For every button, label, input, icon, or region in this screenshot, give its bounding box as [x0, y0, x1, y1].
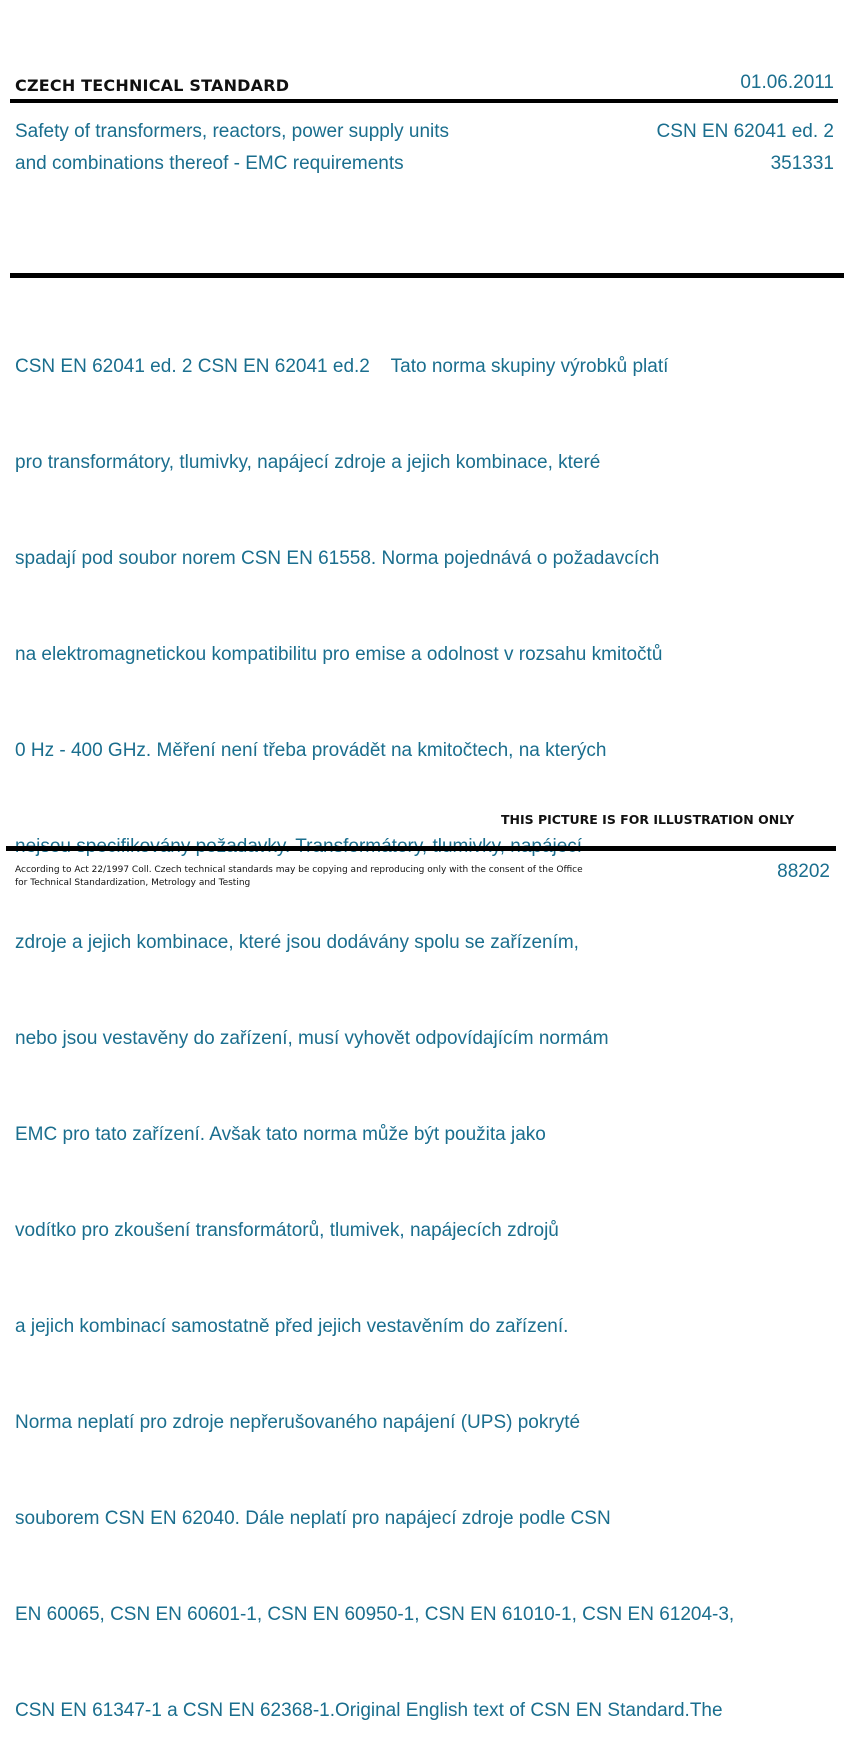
illustration-disclaimer: THIS PICTURE IS FOR ILLUSTRATION ONLY: [501, 812, 795, 827]
copyright-line: According to Act 22/1997 Coll. Czech technical standards may be copying and reproducing only with the consent of the Office: [15, 865, 583, 875]
copyright-notice: [15, 864, 595, 890]
abstract-line: CSN EN 62041 ed. 2 CSN EN 62041 ed.2 Tato norma skupiny výrobků platí: [15, 356, 669, 377]
abstract-line: EMC pro tato zařízení. Avšak tato norma může být použita jako: [15, 1124, 546, 1145]
publication-date: 01.06.2011: [740, 72, 834, 93]
abstract-line: CSN EN 61347-1 a CSN EN 62368-1.Original English text of CSN EN Standard.The: [15, 1700, 723, 1721]
abstract-line: pro transformátory, tlumivky, napájecí zdroje a jejich kombinace, které: [15, 452, 601, 473]
section-divider: [10, 273, 844, 278]
standard-number: CSN EN 62041 ed. 2: [656, 121, 834, 142]
abstract-line: vodítko pro zkoušení transformátorů, tlumivek, napájecích zdrojů: [15, 1220, 559, 1241]
abstract-line: spadají pod soubor norem CSN EN 61558. Norma pojednává o požadavcích: [15, 548, 660, 569]
catalog-code: 88202: [777, 861, 830, 882]
footer-divider: [6, 846, 836, 851]
subject-line: Safety of transformers, reactors, power supply units: [15, 121, 450, 142]
copyright-line: for Technical Standardization, Metrology and Testing: [15, 878, 251, 888]
abstract-line: zdroje a jejich kombinace, které jsou dodávány spolu se zařízením,: [15, 932, 579, 953]
classification-number: 351331: [770, 153, 834, 174]
document-type-title: CZECH TECHNICAL STANDARD: [15, 76, 290, 95]
abstract-line: na elektromagnetickou kompatibilitu pro emise a odolnost v rozsahu kmitočtů: [15, 644, 663, 665]
abstract-line: a jejich kombinací samostatně před jejich vestavěním do zařízení.: [15, 1316, 569, 1337]
abstract-line: EN 60065, CSN EN 60601-1, CSN EN 60950-1, CSN EN 61010-1, CSN EN 61204-3,: [15, 1604, 735, 1625]
standard-codes: [657, 116, 834, 180]
abstract-line: 0 Hz - 400 GHz. Měření není třeba provádět na kmitočtech, na kterých: [15, 740, 607, 761]
subject-line: and combinations thereof - EMC requirements: [15, 153, 404, 174]
standard-subject: [15, 116, 449, 180]
abstract-line: Norma neplatí pro zdroje nepřerušovaného napájení (UPS) pokryté: [15, 1412, 581, 1433]
abstract-line: souborem CSN EN 62040. Dále neplatí pro napájecí zdroje podle CSN: [15, 1508, 611, 1529]
header-divider: [10, 99, 838, 103]
standard-abstract: [15, 287, 734, 1759]
abstract-line: nebo jsou vestavěny do zařízení, musí vyhovět odpovídajícím normám: [15, 1028, 609, 1049]
